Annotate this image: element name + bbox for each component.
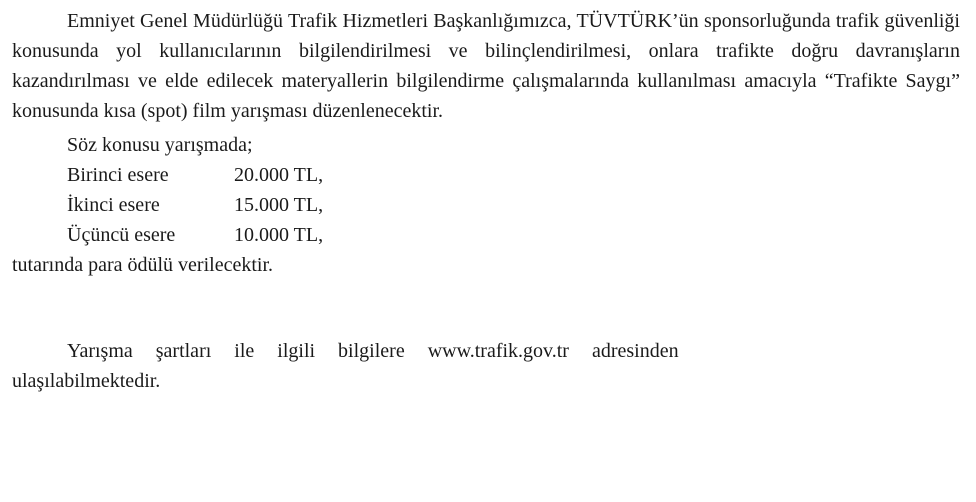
intro-paragraph: Emniyet Genel Müdürlüğü Trafik Hizmetleri Başkanlığımızca, TÜVTÜRK’ün sponsorluğunda trafik güvenliği konusunda yol kullanıcılarının bilgilendirilmesi ve bilinçlendirilmesi, onlara trafikte doğru davranışların kazandırılması ve elde edilecek materyallerin bilgilendirme çalışmalarında kullanılması amacıyla “Trafikte Saygı” konusunda kısa (spot) film yarışması düzenlenecektir. — [12, 10, 960, 122]
prize-amount: 20.000 TL, — [234, 164, 324, 186]
prize-label: İkinci esere — [67, 194, 160, 216]
prize-row-second — [67, 190, 960, 220]
conditions-url: www.trafik.gov.tr — [427, 340, 569, 362]
prize-label: Birinci esere — [67, 164, 169, 186]
conditions-text-after: adresinden — [591, 340, 679, 362]
prize-list — [12, 130, 960, 250]
conditions-text-before: Yarışma şartları ile ilgili bilgilere — [67, 340, 405, 362]
prizes-intro — [67, 130, 960, 160]
prizes-closing: tutarında para ödülü verilecektir. — [12, 254, 274, 276]
prize-row-third — [67, 220, 960, 250]
prize-amount: 15.000 TL, — [234, 194, 324, 216]
conditions-line2: ulaşılabilmektedir. — [12, 370, 161, 392]
document-page — [12, 6, 960, 396]
prize-row-first — [67, 160, 960, 190]
prize-label: Üçüncü esere — [67, 224, 176, 246]
conditions-paragraph — [12, 336, 960, 366]
prize-amount: 10.000 TL, — [234, 224, 324, 246]
prizes-intro-text: Söz konusu yarışmada; — [67, 134, 253, 156]
